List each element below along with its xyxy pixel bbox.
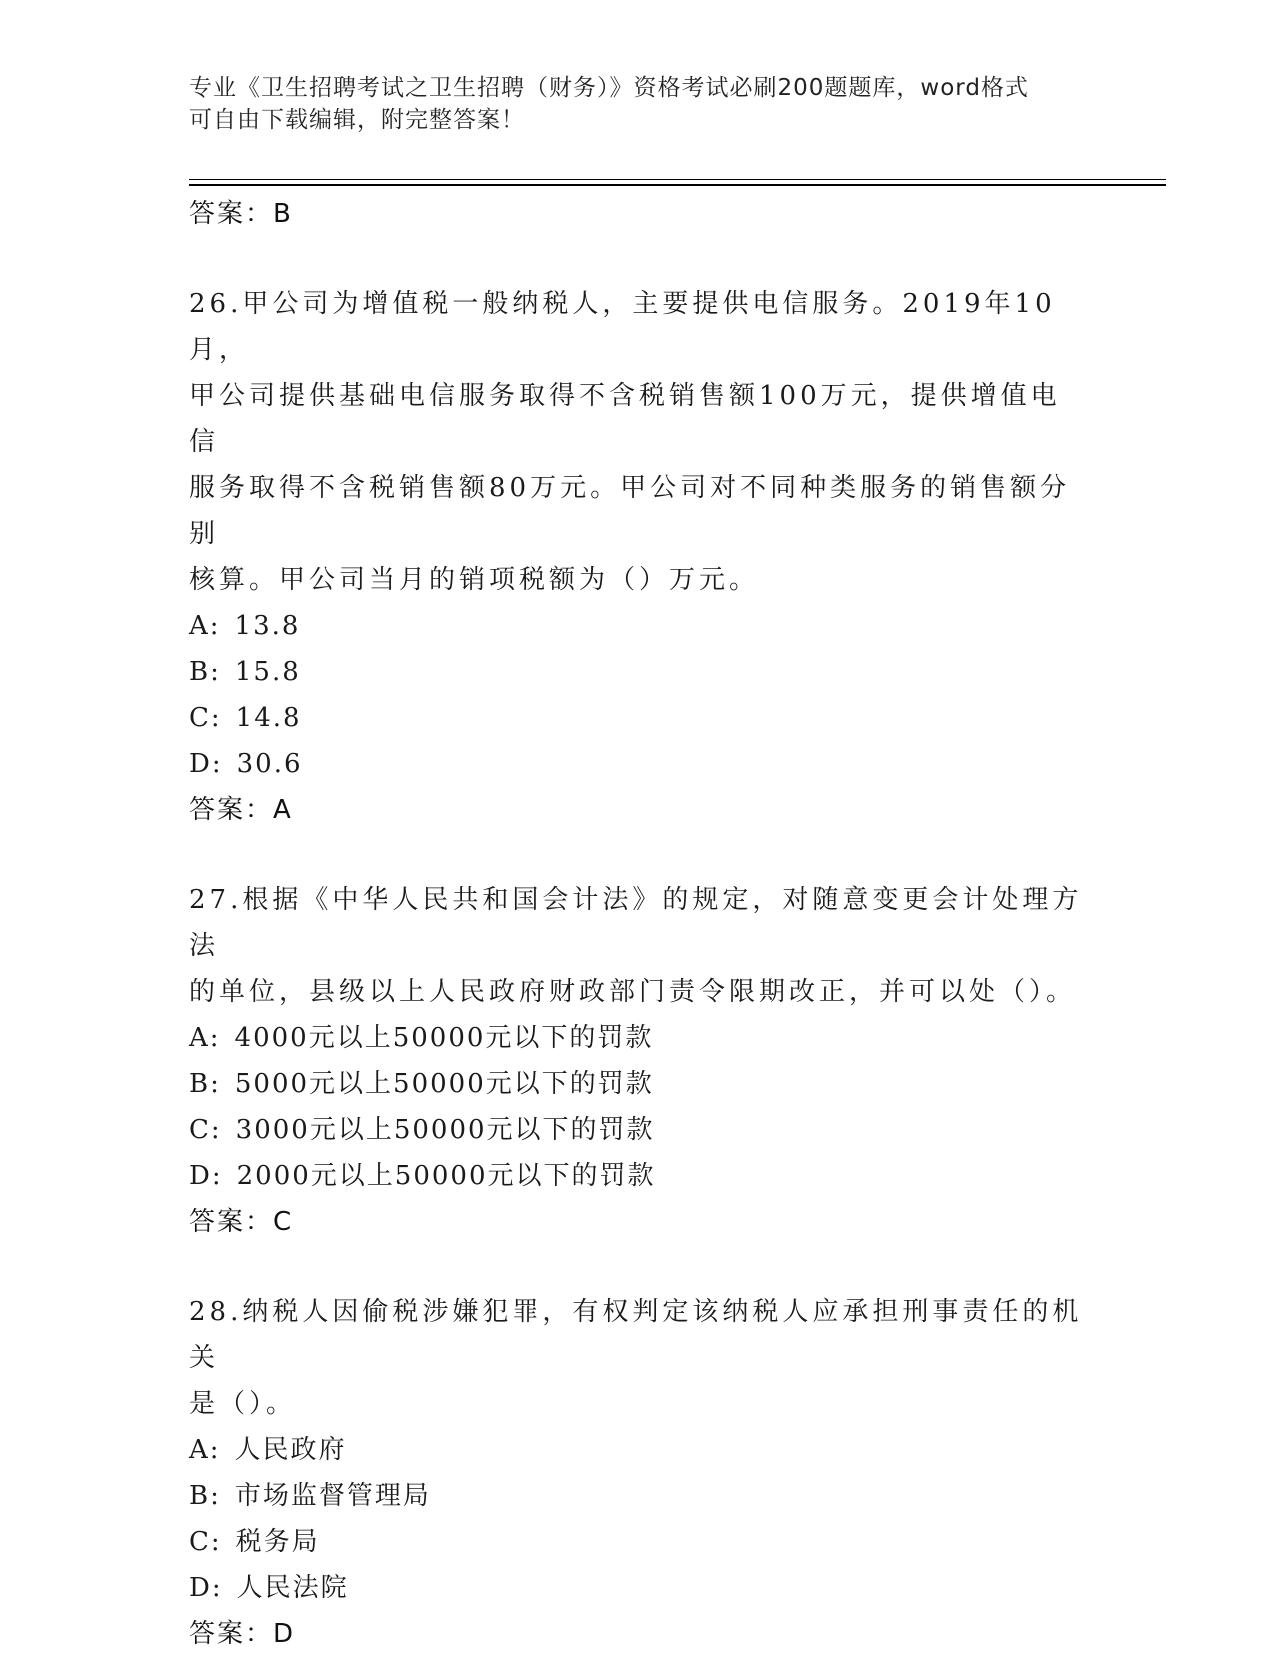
option-a: A: 人民政府 [189, 1435, 347, 1465]
question-27 [189, 877, 1089, 1245]
header-line-1: 专业《卫生招聘考试之卫生招聘（财务）》资格考试必刷200题题库，word格式 [189, 75, 1029, 101]
header-divider-thin [189, 179, 1166, 180]
option-d: D: 30.6 [189, 749, 303, 779]
option-c: C: 3000元以上50000元以下的罚款 [189, 1115, 655, 1145]
previous-answer: 答案：B [189, 199, 293, 229]
header-divider-thick [189, 184, 1166, 186]
option-b: B: 5000元以上50000元以下的罚款 [189, 1069, 654, 1099]
question-26 [189, 281, 1089, 833]
question-28 [189, 1289, 1089, 1657]
question-number: 28. [189, 1297, 243, 1327]
answer: 答案：D [189, 1619, 296, 1649]
option-c: C: 14.8 [189, 703, 302, 733]
question-list [189, 191, 1089, 1657]
question-line: 服务取得不含税销售额80万元。甲公司对不同种类服务的销售额分别 [189, 473, 1071, 549]
option-a: A: 4000元以上50000元以下的罚款 [189, 1023, 654, 1053]
question-line: 核算。甲公司当月的销项税额为（）万元。 [189, 565, 760, 595]
option-b: B: 市场监督管理局 [189, 1481, 431, 1511]
question-line: 28.纳税人因偷税涉嫌犯罪，有权判定该纳税人应承担刑事责任的机关 [189, 1297, 1083, 1373]
question-number: 26. [189, 289, 243, 319]
answer: 答案：A [189, 795, 293, 825]
option-d: D: 2000元以上50000元以下的罚款 [189, 1161, 656, 1191]
option-a: A: 13.8 [189, 611, 301, 641]
header-line-2: 可自由下载编辑，附完整答案！ [189, 107, 525, 133]
question-line: 是（）。 [189, 1389, 297, 1419]
option-c: C: 税务局 [189, 1527, 320, 1557]
question-line: 的单位，县级以上人民政府财政部门责令限期改正，并可以处（）。 [189, 977, 1077, 1007]
option-d: D: 人民法院 [189, 1573, 349, 1603]
document-header [189, 72, 1089, 136]
question-number: 27. [189, 885, 243, 915]
question-line: 26.甲公司为增值税一般纳税人，主要提供电信服务。2019年10月， [189, 289, 1056, 365]
question-line: 甲公司提供基础电信服务取得不含税销售额100万元，提供增值电信 [189, 381, 1061, 457]
question-text [189, 877, 1089, 1015]
option-b: B: 15.8 [189, 657, 301, 687]
answer: 答案：C [189, 1207, 294, 1237]
question-text [189, 281, 1089, 603]
question-text [189, 1289, 1089, 1427]
question-line: 27.根据《中华人民共和国会计法》的规定，对随意变更会计处理方法 [189, 885, 1083, 961]
